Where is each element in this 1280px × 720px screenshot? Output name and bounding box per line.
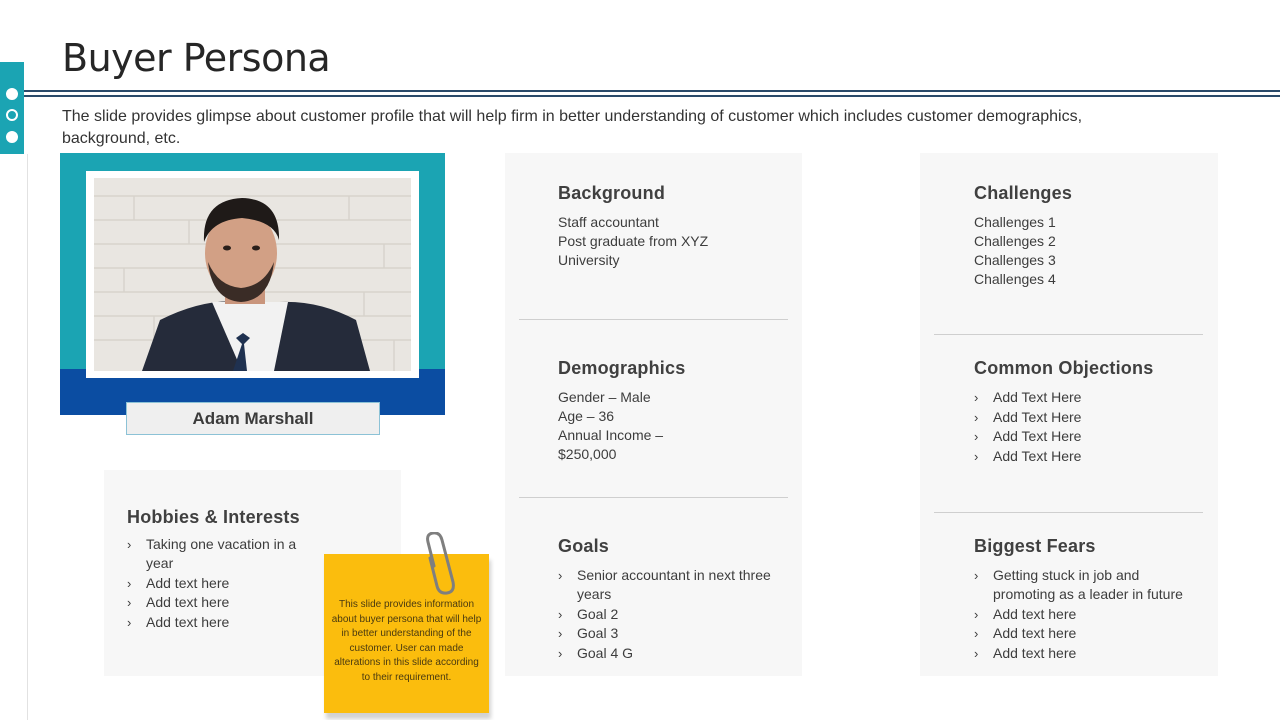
- list-item: [558, 605, 783, 624]
- divider: [934, 334, 1203, 335]
- list-item: [127, 593, 317, 612]
- persona-photo: [94, 178, 411, 371]
- chevron-right-icon: ›: [974, 448, 979, 464]
- list-item: [558, 644, 783, 663]
- title-rule-bottom: [24, 95, 1280, 97]
- paperclip-icon: [420, 532, 464, 596]
- demographics-text: [558, 388, 778, 464]
- list-item: [974, 427, 1199, 446]
- list-item: [974, 605, 1204, 624]
- chevron-right-icon: ›: [127, 614, 132, 630]
- demographics-heading: Demographics: [558, 358, 686, 378]
- chevron-right-icon: ›: [974, 626, 979, 641]
- chevron-right-icon: ›: [558, 645, 563, 661]
- challenges-line: Challenges 1: [974, 214, 1056, 230]
- divider: [519, 497, 788, 498]
- list-item: [974, 408, 1199, 427]
- nav-dot-1[interactable]: [6, 88, 18, 100]
- list-item: [974, 388, 1199, 407]
- page-title: Buyer Persona: [62, 36, 331, 80]
- background-heading: Background: [558, 183, 666, 203]
- list-item-text: Taking one vacation in a year: [146, 536, 297, 571]
- fears-list: [974, 566, 1204, 663]
- list-item-text: Goal 3: [577, 625, 619, 641]
- list-item: [974, 447, 1199, 466]
- divider: [519, 319, 788, 320]
- objections-list: [974, 388, 1199, 466]
- list-item-text: Add text here: [146, 594, 230, 610]
- sticky-note: [324, 554, 489, 713]
- chevron-right-icon: ›: [558, 626, 563, 641]
- list-item-text: Add text here: [993, 644, 1077, 661]
- slide-nav-strip: [0, 62, 24, 154]
- challenges-line: Challenges 3: [974, 252, 1056, 268]
- slide-description: The slide provides glimpse about customer profile that will help firm in better understanding of customer which includes customer demographics, background, etc.: [62, 108, 1083, 147]
- list-item-text: Add Text Here: [993, 408, 1082, 425]
- list-item-text: Add Text Here: [993, 428, 1082, 444]
- background-line: Staff accountant: [558, 214, 659, 230]
- fears-heading: Biggest Fears: [974, 536, 1096, 556]
- demographics-line: Age – 36: [558, 408, 615, 424]
- list-item-text: Goal 4 G: [577, 644, 634, 661]
- list-item: [127, 613, 317, 632]
- sticky-note-text: This slide provides information about buyer persona that will help in better understanding of the customer. User can made alterations in this slide according to their requirement.: [331, 599, 482, 683]
- background-text: [558, 213, 778, 270]
- divider: [934, 512, 1203, 513]
- chevron-right-icon: ›: [974, 606, 979, 622]
- list-item-text: Add text here: [146, 613, 230, 630]
- left-divider: [27, 154, 28, 720]
- challenges-line: Challenges 4: [974, 271, 1056, 287]
- list-item: [127, 574, 317, 593]
- goals-heading: Goals: [558, 536, 610, 556]
- goals-list: [558, 566, 783, 663]
- title-rule-top: [24, 90, 1280, 92]
- list-item-text: Add text here: [993, 625, 1077, 641]
- list-item: [974, 624, 1204, 643]
- chevron-right-icon: ›: [127, 537, 132, 552]
- list-item-text: Getting stuck in job and promoting as a leader in future: [993, 567, 1183, 602]
- list-item-text: Goal 2: [577, 605, 619, 622]
- hobbies-list: [127, 535, 317, 632]
- list-item-text: Senior accountant in next three years: [577, 567, 771, 602]
- list-item-text: Add text here: [146, 574, 230, 591]
- hobbies-heading: Hobbies & Interests: [127, 507, 300, 527]
- list-item: [558, 624, 783, 643]
- persona-name: Adam Marshall: [126, 402, 380, 435]
- demographics-line: $250,000: [558, 446, 617, 462]
- background-line: University: [558, 252, 620, 268]
- list-item-text: Add Text Here: [993, 447, 1082, 464]
- chevron-right-icon: ›: [974, 568, 979, 583]
- challenges-heading: Challenges: [974, 183, 1073, 203]
- list-item: [127, 535, 317, 573]
- objections-heading: Common Objections: [974, 358, 1154, 378]
- demographics-line: Gender – Male: [558, 389, 651, 405]
- list-item-text: Add text here: [993, 605, 1077, 622]
- list-item: [974, 644, 1204, 663]
- list-item: [558, 566, 783, 604]
- nav-dot-2[interactable]: [6, 109, 18, 121]
- chevron-right-icon: ›: [974, 645, 979, 661]
- chevron-right-icon: ›: [974, 390, 979, 405]
- challenges-line: Challenges 2: [974, 233, 1056, 249]
- demographics-line: Annual Income –: [558, 427, 664, 443]
- challenges-text: [974, 213, 1194, 289]
- list-item-text: Add Text Here: [993, 389, 1082, 405]
- chevron-right-icon: ›: [558, 568, 563, 583]
- chevron-right-icon: ›: [974, 409, 979, 425]
- background-line: Post graduate from XYZ: [558, 233, 709, 249]
- chevron-right-icon: ›: [127, 595, 132, 610]
- chevron-right-icon: ›: [558, 606, 563, 622]
- person-portrait-icon: [94, 178, 411, 371]
- chevron-right-icon: ›: [974, 429, 979, 444]
- nav-dot-3[interactable]: [6, 131, 18, 143]
- chevron-right-icon: ›: [127, 575, 132, 591]
- list-item: [974, 566, 1204, 604]
